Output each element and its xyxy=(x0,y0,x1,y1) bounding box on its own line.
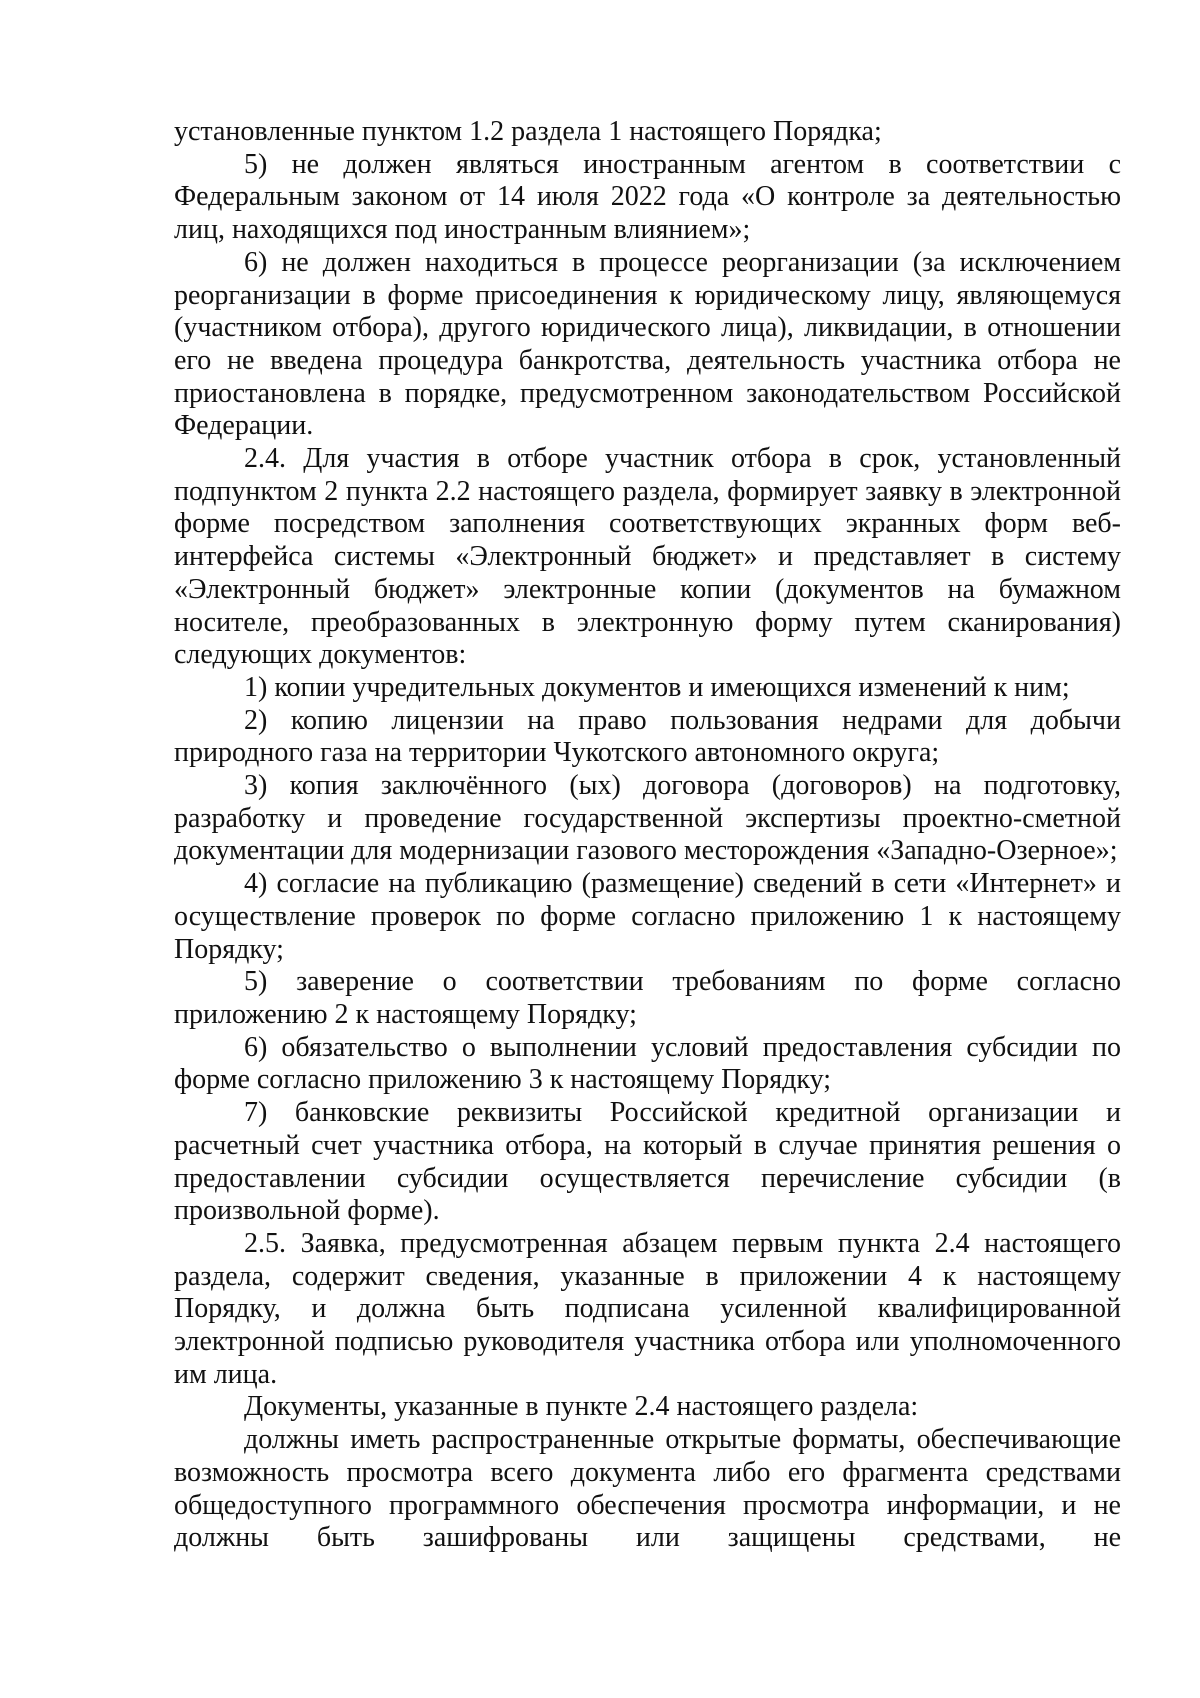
paragraph-doc-4: 4) согласие на публикацию (размещение) сведений в сети «Интернет» и осуществление проверок по форме согласно приложению 1 к настоящему Порядку; xyxy=(174,868,1121,965)
paragraph-doc-6: 6) обязательство о выполнении условий предоставления субсидии по форме согласно приложению 3 к настоящему Порядку; xyxy=(174,1031,1121,1096)
paragraph-doc-5: 5) заверение о соответствии требованиям по форме согласно приложению 2 к настоящему Порядку; xyxy=(174,966,1121,1030)
paragraph-item-6-reorganization: 6) не должен находиться в процессе реорганизации (за исключением реорганизации в форме присоединения к юридическому лицу, являющемуся (участником отбора), другого юридического лица), ликвидации, в отношении его не введена процедура банкротства, деятельность участника отбора не приостановлена в порядке, предусмотренном законодательством Российской Федерации. xyxy=(174,246,1121,442)
paragraph-2-4: 2.4. Для участия в отборе участник отбора в срок, установленный подпунктом 2 пункта 2.2 настоящего раздела, формирует заявку в электронной форме посредством заполнения соответствующих экранных форм веб-интерфейса системы «Электронный бюджет» и представляет в систему «Электронный бюджет» электронные копии (документов на бумажном носителе, преобразованных в электронную форму путем сканирования) следующих документов: xyxy=(174,443,1121,671)
paragraph-2-5: 2.5. Заявка, предусмотренная абзацем первым пункта 2.4 настоящего раздела, содержит сведения, указанные в приложении 4 к настоящему Порядку, и должна быть подписана усиленной квалифицированной электронной подписью руководителя участника отбора или уполномоченного им лица. xyxy=(174,1227,1121,1390)
paragraph-doc-7: 7) банковские реквизиты Российской кредитной организации и расчетный счет участника отбора, на который в случае принятия решения о предоставлении субсидии осуществляется перечисление субсидии (в произвольной форме). xyxy=(174,1097,1121,1227)
paragraph-item-5-foreign-agent: 5) не должен являться иностранным агентом в соответствии с Федеральным законом от 14 июля 2022 года «О контроле за деятельностью лиц, находящихся под иностранным влиянием»; xyxy=(174,148,1121,246)
paragraph-doc-2: 2) копию лицензии на право пользования недрами для добычи природного газа на территории Чукотского автономного округа; xyxy=(174,704,1121,769)
paragraph-doc-3: 3) копия заключённого (ых) договора (договоров) на подготовку, разработку и проведение государственной экспертизы проектно-сметной документации для модернизации газового месторождения «Западно-Озерное»; xyxy=(174,770,1121,867)
paragraph-documents-formats: должны иметь распространенные открытые форматы, обеспечивающие возможность просмотра всего документа либо его фрагмента средствами общедоступного программного обеспечения просмотра информации, и не должны быть зашифрованы или защищены средствами, не xyxy=(174,1424,1121,1554)
document-body xyxy=(174,116,1121,1555)
paragraph-continuation: установленные пунктом 1.2 раздела 1 настоящего Порядка; xyxy=(174,116,882,147)
paragraph-doc-1: 1) копии учредительных документов и имеющихся изменений к ним; xyxy=(244,671,1070,703)
paragraph-documents-intro: Документы, указанные в пункте 2.4 настоящего раздела: xyxy=(244,1391,919,1423)
